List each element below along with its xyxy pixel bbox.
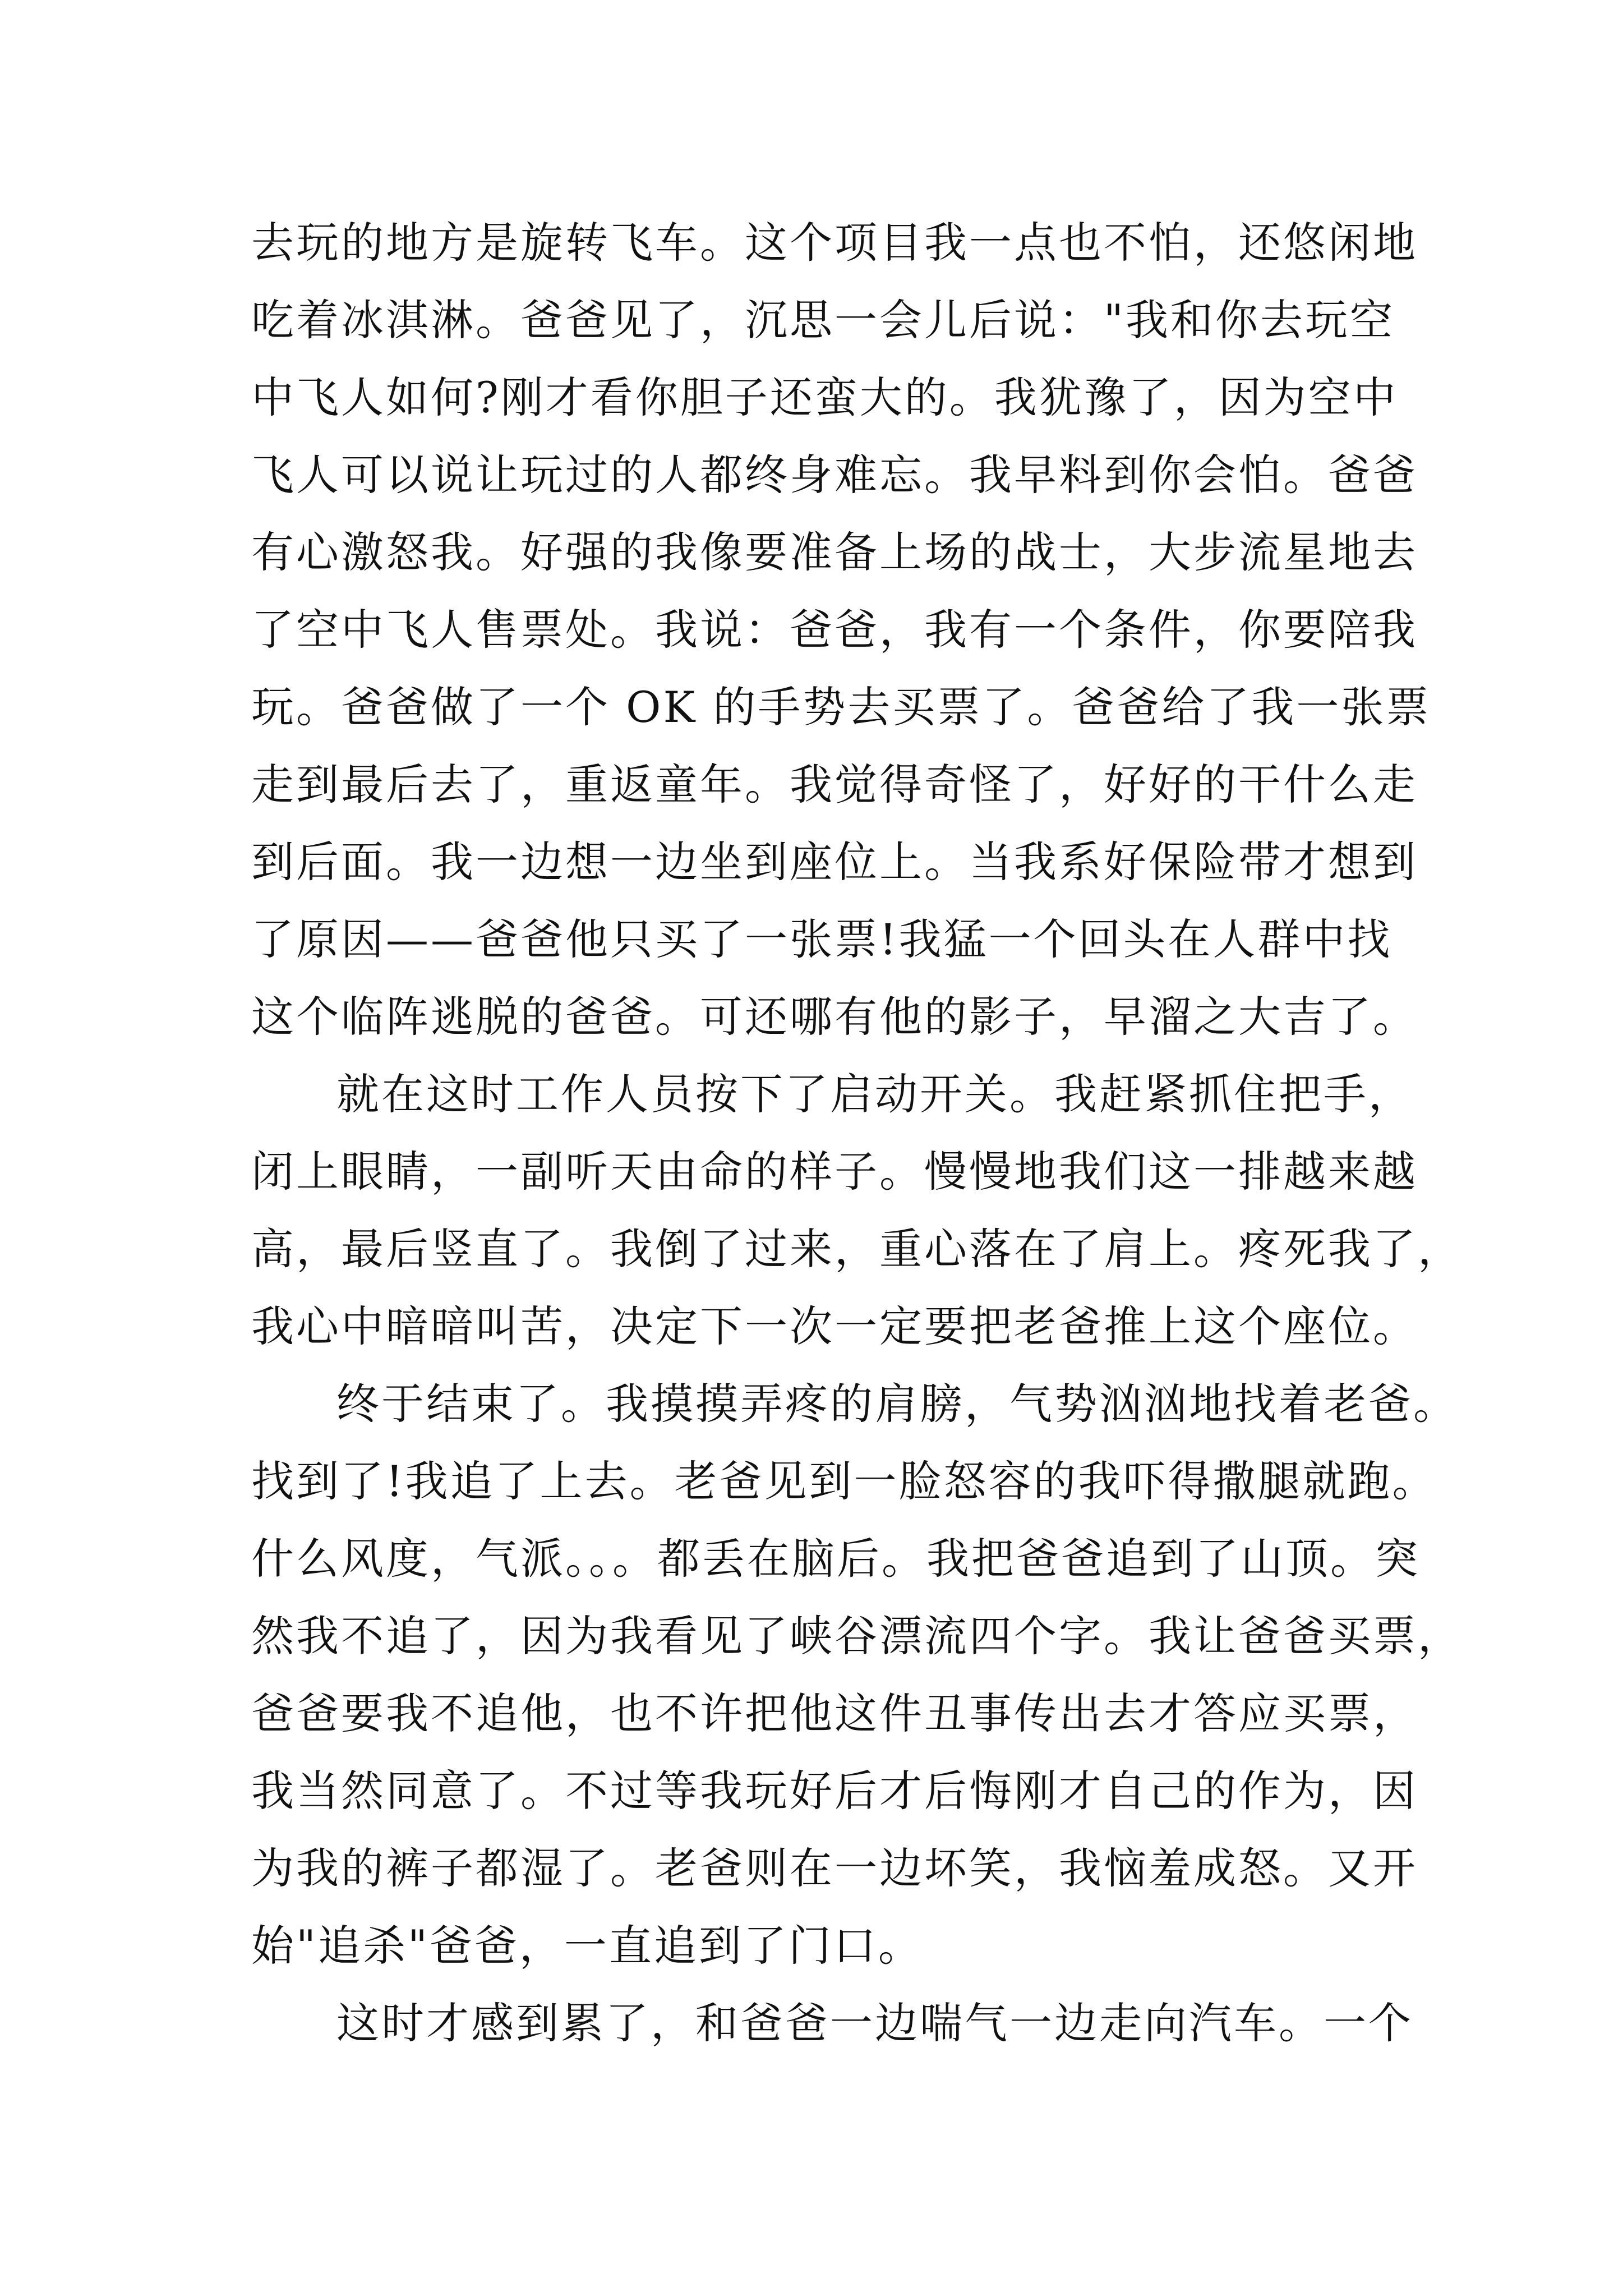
text-line: 有心激怒我。好强的我像要准备上场的战士，大步流星地去: [251, 527, 1418, 577]
text-line: 爸爸要我不追他，也不许把他这件丑事传出去才答应买票，: [251, 1688, 1418, 1738]
text-line: 中飞人如何?刚才看你胆子还蛮大的。我犹豫了，因为空中: [251, 372, 1398, 422]
paragraph-first-line: 这时才感到累了，和爸爸一边喘气一边走向汽车。一个: [336, 1998, 1413, 2048]
text-line: 到后面。我一边想一边坐到座位上。当我系好保险带才想到: [251, 837, 1418, 887]
text-line: 为我的裤子都湿了。老爸则在一边坏笑，我恼羞成怒。又开: [251, 1843, 1418, 1893]
text-line: 这个临阵逃脱的爸爸。可还哪有他的影子，早溜之大吉了。: [251, 992, 1418, 1042]
text-line: 了空中飞人售票处。我说：爸爸，我有一个条件，你要陪我: [251, 605, 1418, 655]
text-line: 去玩的地方是旋转飞车。这个项目我一点也不怕，还悠闲地: [251, 218, 1418, 268]
text-line: 始"追杀"爸爸，一直追到了门口。: [251, 1921, 923, 1971]
text-line: 吃着冰淇淋。爸爸见了，沉思一会儿后说："我和你去玩空: [251, 295, 1395, 345]
text-line: 走到最后去了，重返童年。我觉得奇怪了，好好的干什么走: [251, 760, 1418, 809]
text-line: 什么风度，气派。。。都丢在脑后。我把爸爸追到了山顶。突: [251, 1534, 1420, 1584]
text-line: 找到了!我追了上去。老爸见到一脸怒容的我吓得撒腿就跑。: [251, 1456, 1437, 1506]
text-line: 然我不追了，因为我看见了峡谷漂流四个字。我让爸爸买票，: [251, 1611, 1463, 1661]
text-line: 我当然同意了。不过等我玩好后才后悔刚才自己的作为，因: [251, 1766, 1418, 1816]
text-line: 我心中暗暗叫苦，决定下一次一定要把老爸推上这个座位。: [251, 1301, 1418, 1351]
paragraph-first-line: 就在这时工作人员按下了启动开关。我赶紧抓住把手，: [336, 1069, 1413, 1119]
text-line: 闭上眼睛，一副听天由命的样子。慢慢地我们这一排越来越: [251, 1147, 1418, 1197]
paragraph-first-line: 终于结束了。我摸摸弄疼的肩膀，气势汹汹地找着老爸。: [336, 1379, 1458, 1429]
text-line: 飞人可以说让玩过的人都终身难忘。我早料到你会怕。爸爸: [251, 450, 1418, 500]
text-line: 了原因——爸爸他只买了一张票!我猛一个回头在人群中找: [251, 914, 1393, 964]
text-line: 玩。爸爸做了一个 OK 的手势去买票了。爸爸给了我一张票: [251, 682, 1431, 732]
text-line: 高，最后竖直了。我倒了过来，重心落在了肩上。疼死我了，: [251, 1224, 1463, 1274]
